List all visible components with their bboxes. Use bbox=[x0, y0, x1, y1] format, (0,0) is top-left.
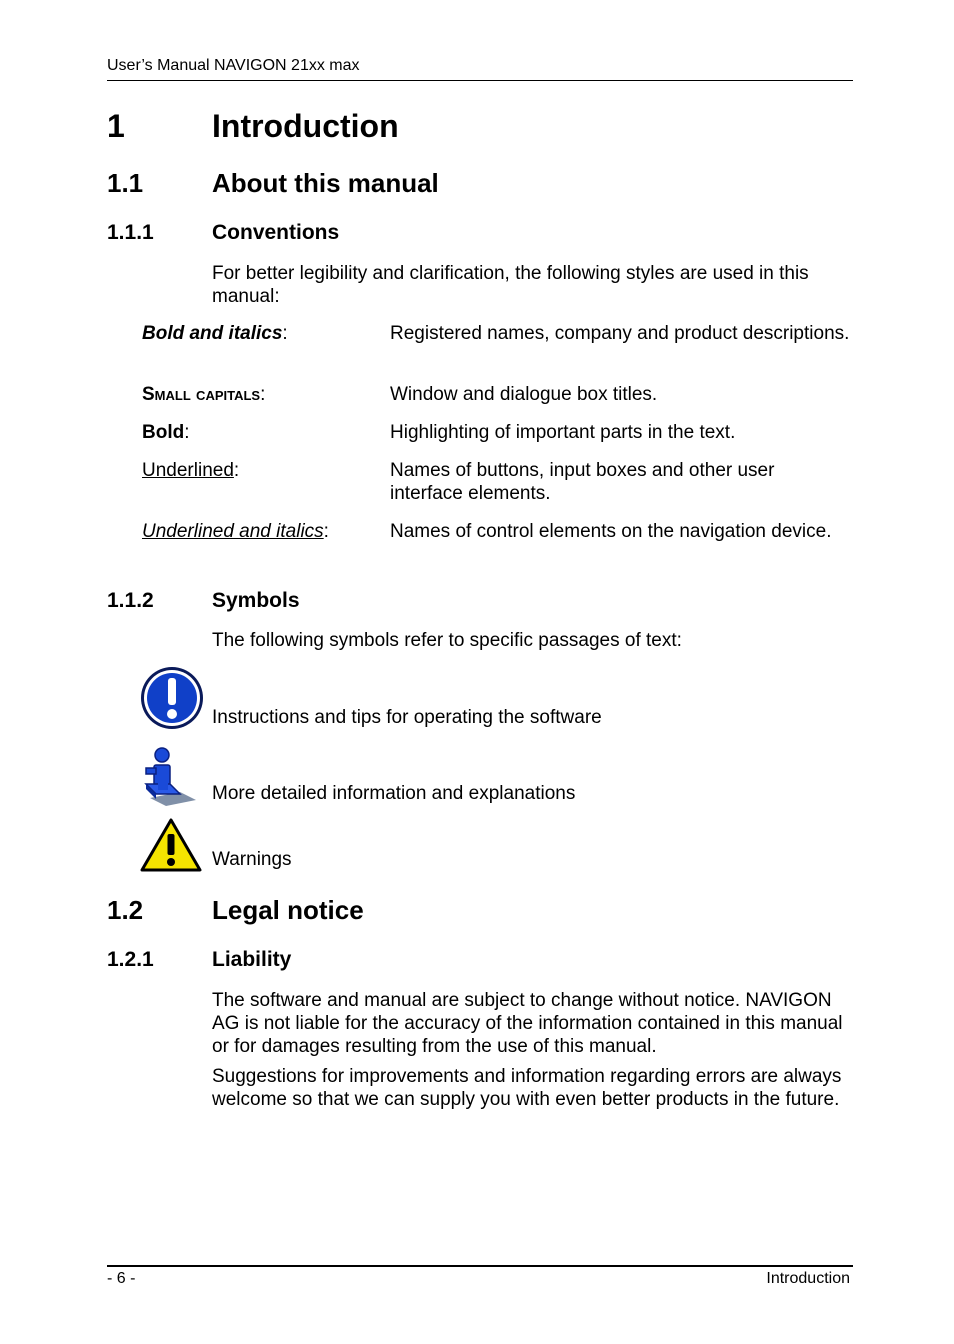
symbol-text-tips: Instructions and tips for operating the software bbox=[212, 707, 602, 728]
symbols-intro: The following symbols refer to specific passages of text: bbox=[212, 630, 682, 651]
footer-section-name: Introduction bbox=[766, 1270, 850, 1287]
symbol-text-warnings: Warnings bbox=[212, 849, 292, 870]
liability-paragraph-2: Suggestions for improvements and information regarding errors are always welcome so that we can supply you with even better products in the future. bbox=[212, 1066, 842, 1110]
header-rule bbox=[107, 80, 853, 81]
section-title-1-1-1: Conventions bbox=[212, 221, 340, 244]
convention-term-bold: Bold: bbox=[142, 422, 190, 443]
conventions-intro: For better legibility and clarification, the following styles are used in this manual: bbox=[212, 263, 809, 307]
footer-rule bbox=[107, 1265, 853, 1267]
symbol-text-info: More detailed information and explanations bbox=[212, 783, 576, 804]
section-number-1-1-1: 1.1.1 bbox=[107, 221, 154, 244]
section-number-1-1-2: 1.1.2 bbox=[107, 589, 154, 612]
running-header: User’s Manual NAVIGON 21xx max bbox=[107, 57, 360, 74]
chapter-number: 1 bbox=[107, 108, 125, 144]
exclamation-icon bbox=[140, 666, 204, 730]
convention-term-underlined: Underlined: bbox=[142, 460, 240, 481]
section-title-1-1: About this manual bbox=[212, 168, 439, 198]
convention-term-bold-italics: Bold and italics: bbox=[142, 323, 288, 344]
chapter-title: Introduction bbox=[212, 108, 399, 144]
convention-term-underlined-italics: Underlined and italics: bbox=[142, 521, 329, 542]
section-number-1-2: 1.2 bbox=[107, 895, 144, 925]
warning-triangle-icon bbox=[140, 818, 202, 872]
convention-desc: Names of buttons, input boxes and other user interface elements. bbox=[390, 460, 775, 504]
section-number-1-2-1: 1.2.1 bbox=[107, 948, 154, 971]
convention-desc: Window and dialogue box titles. bbox=[390, 384, 658, 405]
convention-desc: Registered names, company and product descriptions. bbox=[390, 323, 850, 344]
liability-paragraph-1: The software and manual are subject to change without notice. NAVIGON AG is not liable for the accuracy of the information contained in this manual or for damages resulting from the use of this manual. bbox=[212, 990, 843, 1057]
info-person-icon bbox=[140, 746, 198, 806]
page-number: - 6 - bbox=[107, 1270, 136, 1287]
section-title-1-1-2: Symbols bbox=[212, 589, 300, 612]
convention-term-small-caps: Small capitals: bbox=[142, 384, 266, 405]
section-number-1-1: 1.1 bbox=[107, 168, 144, 198]
section-title-1-2: Legal notice bbox=[212, 895, 364, 925]
convention-desc: Names of control elements on the navigation device. bbox=[390, 521, 832, 542]
section-title-1-2-1: Liability bbox=[212, 948, 292, 971]
convention-desc: Highlighting of important parts in the text. bbox=[390, 422, 736, 443]
